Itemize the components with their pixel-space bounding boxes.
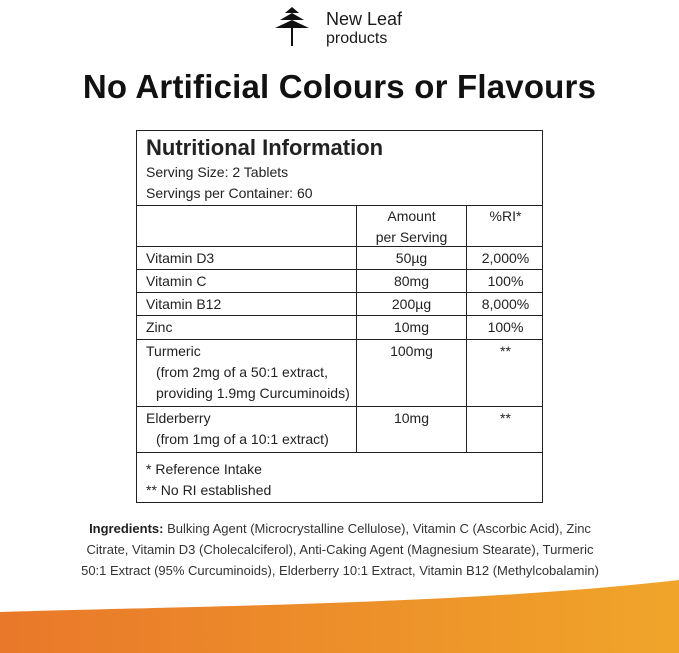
footnote-reference-intake: * Reference Intake xyxy=(146,461,262,477)
divider xyxy=(137,269,542,270)
ingredients-list: Bulking Agent (Microcrystalline Cellulose), Vitamin C (Ascorbic Acid), Zinc Citrate, Vitamin D3 (Cholecalciferol), Anti-Caking Agent (Magnesium Stearate), Turmeric 50:1 Extract (95% Curcuminoids), Elderberry 10:1 Extract, Vitamin B12 (Methylcobalamin) xyxy=(81,521,599,578)
table-row-amount: 80mg xyxy=(393,273,430,289)
table-row-amount: 200µg xyxy=(391,296,432,312)
decorative-wave xyxy=(0,560,679,653)
leaf-tree-icon xyxy=(272,7,312,49)
table-row-detail: (from 2mg of a 50:1 extract, xyxy=(156,364,328,380)
column-header-ri: %RI* xyxy=(489,208,522,224)
serving-size: Serving Size: 2 Tablets xyxy=(146,164,289,180)
table-row-name: Vitamin D3 xyxy=(146,250,215,266)
servings-per-container: Servings per Container: 60 xyxy=(146,185,313,201)
divider xyxy=(137,205,542,206)
divider xyxy=(137,246,542,247)
table-row-name: Elderberry xyxy=(146,410,211,426)
table-row-ri: ** xyxy=(500,343,511,359)
table-row-amount: 10mg xyxy=(393,410,430,426)
divider xyxy=(137,292,542,293)
table-row-detail: (from 1mg of a 10:1 extract) xyxy=(156,431,329,447)
column-header-amount: Amount xyxy=(387,208,436,224)
table-row-name: Turmeric xyxy=(146,343,201,359)
table-row-amount: 100mg xyxy=(390,343,433,359)
brand-subname: products xyxy=(326,30,388,47)
table-row-ri: 100% xyxy=(487,319,524,335)
table-row-detail: providing 1.9mg Curcuminoids) xyxy=(156,385,350,401)
table-row-amount: 50µg xyxy=(395,250,428,266)
table-row-name: Vitamin B12 xyxy=(146,296,222,312)
divider xyxy=(137,339,542,340)
brand-logo xyxy=(272,7,422,49)
table-row-ri: 100% xyxy=(487,273,524,289)
divider xyxy=(137,315,542,316)
panel-title: Nutritional Information xyxy=(146,135,384,160)
page-headline: No Artificial Colours or Flavours xyxy=(82,68,597,105)
ingredients-label: Ingredients: xyxy=(89,521,164,536)
brand-name: New Leaf xyxy=(326,9,403,29)
column-header-amount-sub: per Serving xyxy=(375,229,448,245)
nutrition-panel xyxy=(136,130,543,503)
table-row-ri: ** xyxy=(500,410,511,426)
footnote-no-ri: ** No RI established xyxy=(146,482,272,498)
table-row-name: Zinc xyxy=(146,319,173,335)
table-row-ri: 2,000% xyxy=(481,250,530,266)
divider xyxy=(137,406,542,407)
table-row-amount: 10mg xyxy=(393,319,430,335)
table-row-name: Vitamin C xyxy=(146,273,207,289)
table-row-ri: 8,000% xyxy=(481,296,530,312)
divider xyxy=(137,452,542,453)
